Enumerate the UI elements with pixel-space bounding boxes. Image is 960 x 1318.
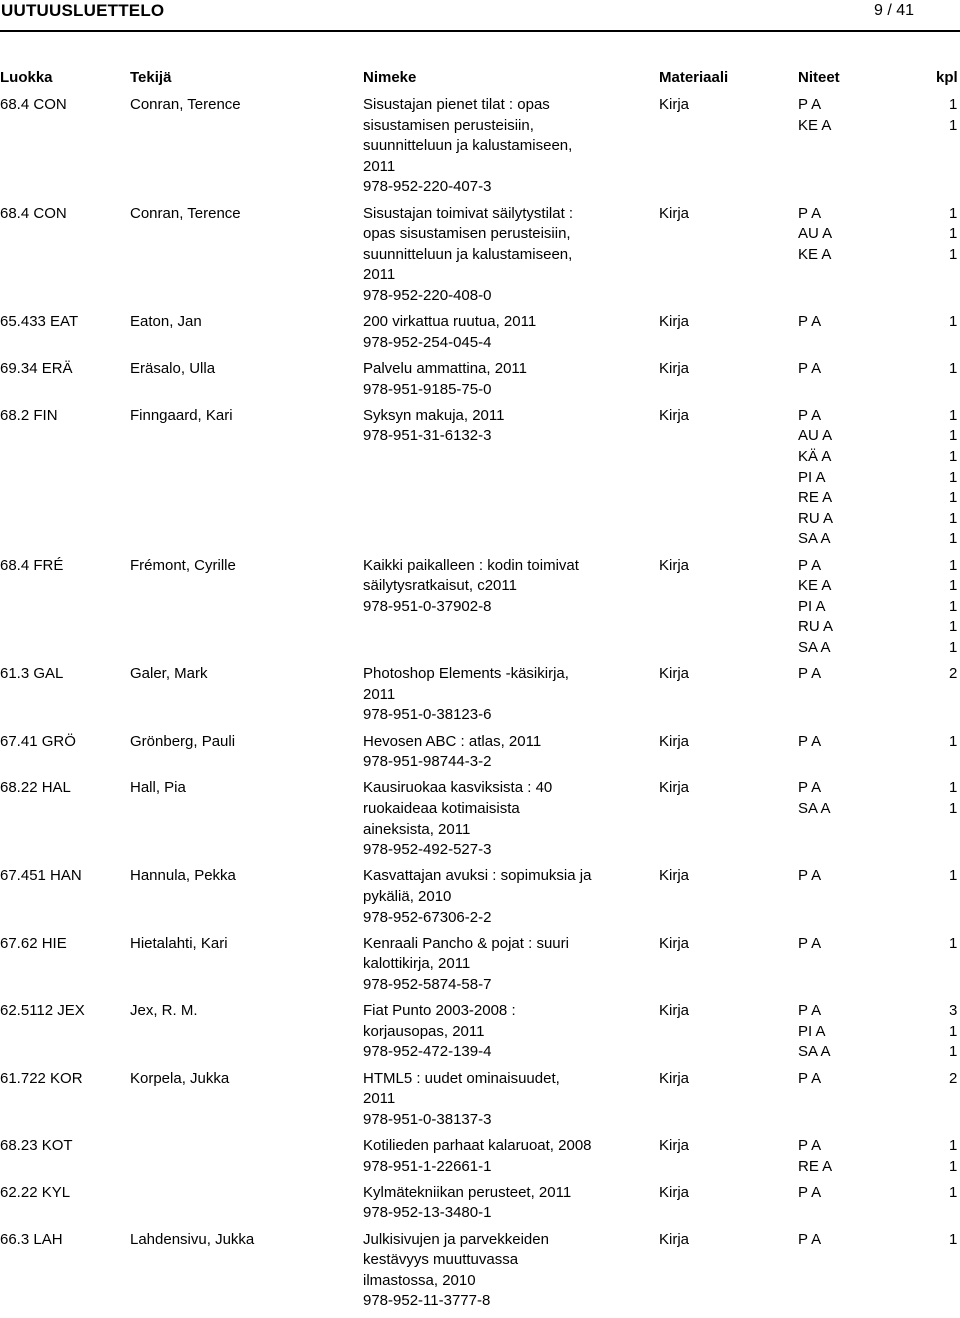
material: Kirja [659,96,690,113]
title-line: 2011 [363,685,396,703]
material: Kirja [659,867,690,885]
material: Kirja [659,1183,690,1201]
title-line: 2011 [363,266,396,284]
holdings [798,312,958,333]
holdings [798,1230,958,1251]
location-code: P A [798,934,822,952]
location-code: KE A [798,116,832,134]
title-block [363,556,648,618]
list-item [0,1069,960,1136]
location-code: SA A [798,799,831,817]
location-code: RU A [798,618,834,636]
title-block [363,866,648,928]
title-line: 978-952-472-139-4 [363,1043,492,1061]
title-line: Photoshop Elements -käsikirja, [363,665,569,683]
title-line: 978-951-0-38137-3 [363,1110,492,1128]
material: Kirja [659,1002,690,1020]
holding-row [798,617,958,638]
holding-row [798,245,958,266]
author: Finngaard, Kari [130,406,233,424]
copy-count: 1 [949,1022,958,1040]
holding-row [798,576,958,597]
title-block [363,1001,648,1063]
title-line: kalottikirja, 2011 [363,955,471,973]
title-line: 2011 [363,1090,396,1108]
author: Hietalahti, Kari [130,934,228,952]
copy-count: 1 [949,618,958,636]
holding-row [798,359,958,380]
title-line: Kenraali Pancho & pojat : suuri [363,934,569,952]
column-header-kpl: kpl [936,69,958,86]
holding-row [798,799,958,820]
holding-row [798,447,958,468]
author: Galer, Mark [130,665,208,683]
title-line: aineksista, 2011 [363,820,471,838]
title-line: Kotilieden parhaat kalaruoat, 2008 [363,1136,592,1154]
copy-count: 2 [949,1069,958,1087]
material: Kirja [659,204,690,222]
classification: 69.34 ERÄ [0,359,73,377]
copy-count: 1 [949,468,958,486]
copy-count: 1 [949,204,958,222]
copy-count: 1 [949,245,958,263]
title-line: korjausopas, 2011 [363,1022,485,1040]
location-code: P A [798,313,822,331]
list-item [0,359,960,406]
copy-count: 1 [949,427,958,445]
author: Jex, R. M. [130,1002,198,1020]
title-line: opas sisustamisen perusteisiin, [363,225,571,243]
classification: 61.722 KOR [0,1069,83,1087]
location-code: P A [798,96,822,113]
location-code: P A [798,406,822,424]
material: Kirja [659,732,690,750]
copy-count: 1 [949,1043,958,1061]
classification: 68.4 CON [0,204,67,222]
title-line: 978-951-0-37902-8 [363,597,492,615]
holdings [798,359,958,380]
copy-count: 1 [949,1183,958,1201]
title-block [363,312,648,353]
location-code: SA A [798,530,831,548]
copy-count: 1 [949,1136,958,1154]
title-line: 978-952-492-527-3 [363,841,492,859]
title-line: Syksyn makuja, 2011 [363,406,505,424]
location-code: PI A [798,1022,826,1040]
holding-row [798,778,958,799]
classification: 68.2 FIN [0,406,58,424]
title-block [363,1230,648,1312]
holding-row [798,1022,958,1043]
classification: 65.433 EAT [0,313,79,331]
location-code: KE A [798,245,832,263]
holding-row [798,116,958,137]
holding-row [798,1069,958,1090]
author: Frémont, Cyrille [130,556,236,574]
holding-row [798,468,958,489]
location-code: RE A [798,1157,833,1175]
location-code: SA A [798,1043,831,1061]
title-block [363,204,648,307]
holdings [798,778,958,819]
location-code: P A [798,867,822,885]
location-code: P A [798,1069,822,1087]
holding-row [798,1136,958,1157]
holdings [798,556,958,659]
title-line: Julkisivujen ja parvekkeiden [363,1230,549,1248]
holding-row [798,406,958,427]
classification: 67.451 HAN [0,867,82,885]
title-line: Kausiruokaa kasviksista : 40 [363,779,553,797]
copy-count: 1 [949,406,958,424]
holding-row [798,1183,958,1204]
title-line: HTML5 : uudet ominaisuudet, [363,1069,560,1087]
location-code: KE A [798,577,832,595]
list-item [0,1001,960,1068]
holding-row [798,556,958,577]
holding-row [798,664,958,685]
location-code: SA A [798,638,831,656]
title-line: 978-952-254-045-4 [363,333,492,351]
copy-count: 1 [949,556,958,574]
location-code: P A [798,1136,822,1154]
holding-row [798,1042,958,1063]
copy-count: 1 [949,530,958,548]
title-line: pykäliä, 2010 [363,887,452,905]
location-code: RU A [798,509,834,527]
author: Korpela, Jukka [130,1069,230,1087]
material: Kirja [659,406,690,424]
title-block [363,359,648,400]
holding-row [798,529,958,550]
location-code: P A [798,359,822,377]
title-line: Kasvattajan avuksi : sopimuksia ja [363,867,592,885]
copy-count: 1 [949,577,958,595]
classification: 68.4 FRÉ [0,556,64,574]
title-line: 2011 [363,157,396,175]
location-code: AU A [798,427,833,445]
material: Kirja [659,1069,690,1087]
list-item [0,406,960,556]
title-line: 978-952-220-407-3 [363,178,492,196]
author: Hannula, Pekka [130,867,236,885]
title-line: ruokaideaa kotimaisista [363,799,520,817]
holding-row [798,488,958,509]
header-divider [0,30,960,32]
title-line: ilmastossa, 2010 [363,1271,476,1289]
page-number: 9 / 41 [873,2,914,19]
holdings [798,1136,958,1177]
location-code: P A [798,1230,822,1248]
material: Kirja [659,1230,690,1248]
material: Kirja [659,313,690,331]
list-item [0,1183,960,1230]
holding-row [798,1001,958,1022]
location-code: P A [798,665,822,683]
title-line: säilytysratkaisut, c2011 [363,577,517,595]
holding-row [798,732,958,753]
classification: 62.5112 JEX [0,1002,85,1020]
title-line: 200 virkattua ruutua, 2011 [363,313,537,331]
list-item [0,1230,960,1318]
holding-row [798,1157,958,1178]
column-header-luokka: Luokka [0,69,53,86]
material: Kirja [659,556,690,574]
location-code: P A [798,732,822,750]
classification: 62.22 KYL [0,1183,71,1201]
list-item [0,732,960,779]
title-line: suunnitteluun ja kalustamiseen, [363,137,573,155]
column-header-materiaali: Materiaali [659,69,729,86]
copy-count: 1 [949,509,958,527]
list-item [0,778,960,866]
title-line: 978-951-98744-3-2 [363,753,492,771]
holding-row [798,597,958,618]
title-block [363,1136,648,1177]
title-line: 978-952-11-3777-8 [363,1292,491,1310]
location-code: P A [798,1002,822,1020]
material: Kirja [659,359,690,377]
material: Kirja [659,1136,690,1154]
column-header-niteet: Niteet [798,69,840,86]
copy-count: 1 [949,799,958,817]
copy-count: 1 [949,313,958,331]
location-code: P A [798,779,822,797]
copy-count: 1 [949,225,958,243]
location-code: P A [798,204,822,222]
location-code: P A [798,556,822,574]
classification: 68.4 CON [0,96,67,113]
title-block [363,934,648,996]
holdings [798,1001,958,1063]
classification: 68.23 KOT [0,1136,73,1154]
list-item [0,312,960,359]
classification: 61.3 GAL [0,665,64,683]
holding-row [798,224,958,245]
copy-count: 1 [949,597,958,615]
list-item [0,934,960,1001]
title-line: Kaikki paikalleen : kodin toimivat [363,556,579,574]
title-block [363,1183,648,1224]
holdings [798,204,958,266]
title-line: Fiat Punto 2003-2008 : [363,1002,516,1020]
title-line: Hevosen ABC : atlas, 2011 [363,732,542,750]
title-line: 978-952-220-408-0 [363,286,492,304]
title-line: Kylmätekniikan perusteet, 2011 [363,1183,572,1201]
copy-count: 1 [949,638,958,656]
material: Kirja [659,934,690,952]
location-code: KÄ A [798,447,832,465]
classification: 67.62 HIE [0,934,67,952]
material: Kirja [659,779,690,797]
material: Kirja [659,665,690,683]
author: Conran, Terence [130,96,241,113]
column-header-nimeke: Nimeke [363,69,417,86]
title-block [363,664,648,726]
title-line: Sisustajan pienet tilat : opas [363,96,550,113]
holdings [798,1069,958,1090]
author: Conran, Terence [130,204,241,222]
location-code: RE A [798,489,833,507]
title-block [363,406,648,447]
title-line: 978-952-13-3480-1 [363,1204,492,1222]
classification: 66.3 LAH [0,1230,63,1248]
holdings [798,866,958,887]
copy-count: 1 [949,96,958,113]
title-line: sisustamisen perusteisiin, [363,116,534,134]
title-line: 978-951-0-38123-6 [363,706,492,724]
holding-row [798,866,958,887]
holding-row [798,204,958,225]
page-title: UUTUUSLUETTELO [1,1,165,20]
copy-count: 1 [949,779,958,797]
copy-count: 1 [949,934,958,952]
title-line: 978-951-31-6132-3 [363,427,492,445]
title-block [363,778,648,860]
author: Eräsalo, Ulla [130,359,216,377]
list-item [0,664,960,731]
list-item [0,1136,960,1183]
title-line: 978-952-67306-2-2 [363,908,492,926]
title-line: 978-951-1-22661-1 [363,1157,492,1175]
holding-row [798,312,958,333]
copy-count: 2 [949,665,958,683]
title-line: suunnitteluun ja kalustamiseen, [363,245,573,263]
holding-row [798,1230,958,1251]
holdings [798,406,958,550]
holding-row [798,95,958,116]
list-item [0,866,960,933]
classification: 68.22 HAL [0,779,71,797]
title-line: Palvelu ammattina, 2011 [363,359,527,377]
title-line: Sisustajan toimivat säilytystilat : [363,204,574,222]
title-line: 978-952-5874-58-7 [363,975,492,993]
copy-count: 1 [949,116,958,134]
location-code: PI A [798,468,826,486]
title-block [363,95,648,198]
author: Grönberg, Pauli [130,732,236,750]
holding-row [798,934,958,955]
holding-row [798,638,958,659]
holdings [798,664,958,685]
list-item [0,95,960,204]
holdings [798,732,958,753]
holding-row [798,426,958,447]
copy-count: 1 [949,1157,958,1175]
holdings [798,95,958,136]
location-code: AU A [798,225,833,243]
title-block [363,1069,648,1131]
author: Lahdensivu, Jukka [130,1230,255,1248]
list-item [0,556,960,665]
holdings [798,1183,958,1204]
copy-count: 1 [949,867,958,885]
column-header-tekija: Tekijä [130,69,172,86]
copy-count: 1 [949,489,958,507]
author: Eaton, Jan [130,313,202,331]
classification: 67.41 GRÖ [0,732,76,750]
title-line: 978-951-9185-75-0 [363,380,492,398]
holding-row [798,509,958,530]
title-block [363,732,648,773]
title-line: kestävyys muuttuvassa [363,1251,519,1269]
copy-count: 3 [949,1002,958,1020]
catalog-list [0,95,960,1318]
list-item [0,204,960,313]
copy-count: 1 [949,447,958,465]
holdings [798,934,958,955]
copy-count: 1 [949,1230,958,1248]
location-code: P A [798,1183,822,1201]
copy-count: 1 [949,359,958,377]
author: Hall, Pia [130,779,186,797]
location-code: PI A [798,597,826,615]
copy-count: 1 [949,732,958,750]
